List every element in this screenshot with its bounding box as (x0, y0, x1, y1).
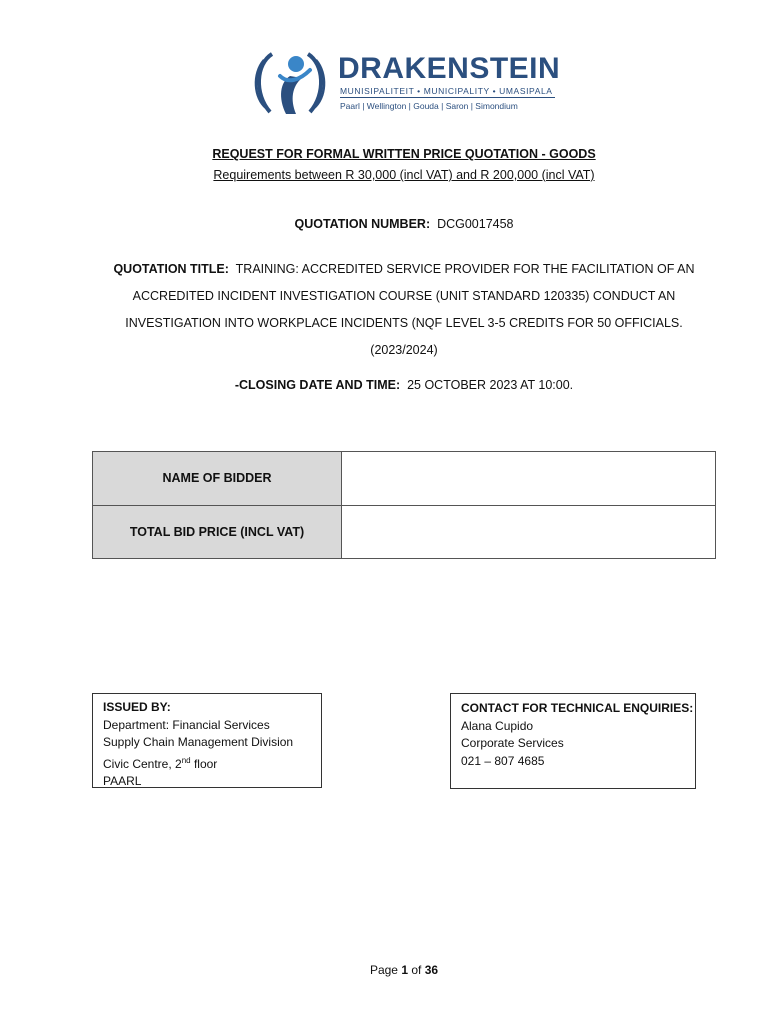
issued-by-division: Supply Chain Management Division (103, 735, 294, 749)
bid-price-field[interactable] (342, 505, 716, 559)
logo-towns: Paarl | Wellington | Gouda | Saron | Simondium (340, 101, 518, 111)
closing-date-value: 25 OCTOBER 2023 AT 10:00. (407, 378, 574, 392)
quotation-title (100, 256, 708, 364)
issued-by-city: PAARL (103, 774, 142, 788)
bidder-name-label: NAME OF BIDDER (93, 452, 342, 506)
logo-brand-name: DRAKENSTEIN (338, 52, 561, 85)
quotation-title-label: QUOTATION TITLE: (113, 262, 229, 276)
document-subtitle: Requirements between R 30,000 (incl VAT) and R 200,000 (incl VAT) (213, 168, 595, 182)
technical-contact-box (450, 693, 696, 789)
contact-phone: 021 – 807 4685 (461, 753, 545, 768)
closing-date-label: -CLOSING DATE AND TIME: (234, 378, 401, 392)
closing-date (0, 378, 770, 392)
bid-details-table (92, 451, 716, 559)
contact-name: Alana Cupido (461, 718, 534, 733)
quotation-number (0, 217, 770, 231)
issued-by-department: Department: Financial Services (103, 717, 270, 732)
contact-department: Corporate Services (461, 736, 564, 750)
quotation-number-label: QUOTATION NUMBER: (294, 217, 431, 231)
bid-price-label: TOTAL BID PRICE (INCL VAT) (93, 505, 342, 559)
contact-heading: CONTACT FOR TECHNICAL ENQUIRIES: (461, 701, 694, 715)
logo-divider (340, 97, 555, 98)
bidder-name-field[interactable] (342, 452, 716, 506)
issued-by-heading: ISSUED BY: (103, 700, 171, 714)
document-title: REQUEST FOR FORMAL WRITTEN PRICE QUOTATION - GOODS (212, 147, 596, 161)
municipality-logo (250, 46, 560, 122)
issued-by-building: Civic Centre, 2nd floor (103, 755, 218, 771)
quotation-number-value: DCG0017458 (437, 217, 514, 231)
logo-tagline: MUNISIPALITEIT • MUNICIPALITY • UMASIPALA (340, 86, 553, 96)
table-row (93, 452, 716, 506)
page-number: Page 1 of 36 (369, 963, 439, 977)
table-row (93, 505, 716, 559)
drakenstein-emblem-icon (250, 46, 330, 120)
quotation-title-text: TRAINING: ACCREDITED SERVICE PROVIDER FOR THE FACILITATION OF AN ACCREDITED INCIDENT INVESTIGATION COURSE (UNIT STANDARD 120335) CONDUCT AN INVESTIGATION INTO WORKPLACE INCIDENTS (NQF LEVEL 3-5 CREDITS FOR 50 OFFICIALS. (2023/2024) (125, 262, 695, 357)
issued-by-box (92, 693, 322, 788)
